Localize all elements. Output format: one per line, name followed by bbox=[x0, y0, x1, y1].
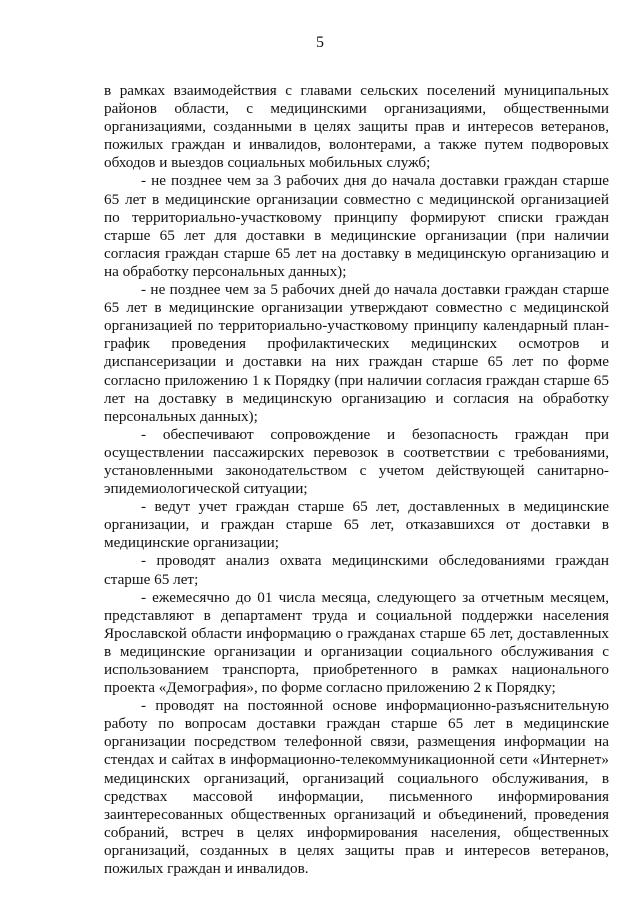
paragraph-item: - проводят анализ охвата медицинскими обследованиями граждан старше 65 лет; bbox=[104, 552, 609, 588]
paragraph-item: - не позднее чем за 5 рабочих дней до начала доставки граждан старше 65 лет в медицинские организации утверждают совместно с медицинской организацией по территориально-участковому принципу календарный план-график проведения профилактических медицинских осмотров и диспансеризации и доставки на них граждан старше 65 лет по форме согласно приложению 1 к Порядку (при наличии согласия граждан старше 65 лет на доставку в медицинскую организацию и согласия на обработку персональных данных); bbox=[104, 281, 609, 425]
document-body bbox=[104, 82, 609, 878]
paragraph-item: - проводят на постоянной основе информационно-разъяснительную работу по вопросам доставки граждан старше 65 лет в медицинские организации посредством телефонной связи, размещения информации на стендах и сайтах в информационно-телекоммуникационной сети «Интернет» медицинских организаций, организаций социального обслуживания, в средствах массовой информации, письменного информирования заинтересованных общественных организаций и объединений, проведения собраний, встреч в целях информирования населения, общественных организаций, созданных в целях защиты прав и интересов ветеранов, пожилых граждан и инвалидов. bbox=[104, 697, 609, 878]
paragraph-continuation: в рамках взаимодействия с главами сельских поселений муниципальных районов области, с медицинскими организациями, общественными организациями, созданными в целях защиты прав и интересов ветеранов, пожилых граждан и инвалидов, волонтерами, а также путем подворовых обходов и выездов социальных мобильных служб; bbox=[104, 82, 609, 172]
paragraph-item: - обеспечивают сопровождение и безопасность граждан при осуществлении пассажирских перевозок в соответствии с требованиями, установленными законодательством с учетом действующей санитарно-эпидемиологической ситуации; bbox=[104, 425, 609, 498]
paragraph-item: - не позднее чем за 3 рабочих дня до начала доставки граждан старше 65 лет в медицинские организации совместно с медицинской организацией по территориально-участковому принципу формируют списки граждан старше 65 лет для доставки в медицинские организации (при наличии согласия граждан старше 65 лет на доставку в медицинскую организацию и на обработку персональных данных); bbox=[104, 172, 609, 280]
paragraph-item: - ведут учет граждан старше 65 лет, доставленных в медицинские организации, и граждан старше 65 лет, отказавшихся от доставки в медицинские организации; bbox=[104, 498, 609, 552]
paragraph-item: - ежемесячно до 01 числа месяца, следующего за отчетным месяцем, представляют в департамент труда и социальной поддержки населения Ярославской области информацию о гражданах старше 65 лет, доставленных в медицинские организации и организации социального обслуживания с использованием транспорта, приобретенного в рамках национального проекта «Демография», по форме согласно приложению 2 к Порядку; bbox=[104, 588, 609, 697]
page-number: 5 bbox=[316, 34, 324, 51]
